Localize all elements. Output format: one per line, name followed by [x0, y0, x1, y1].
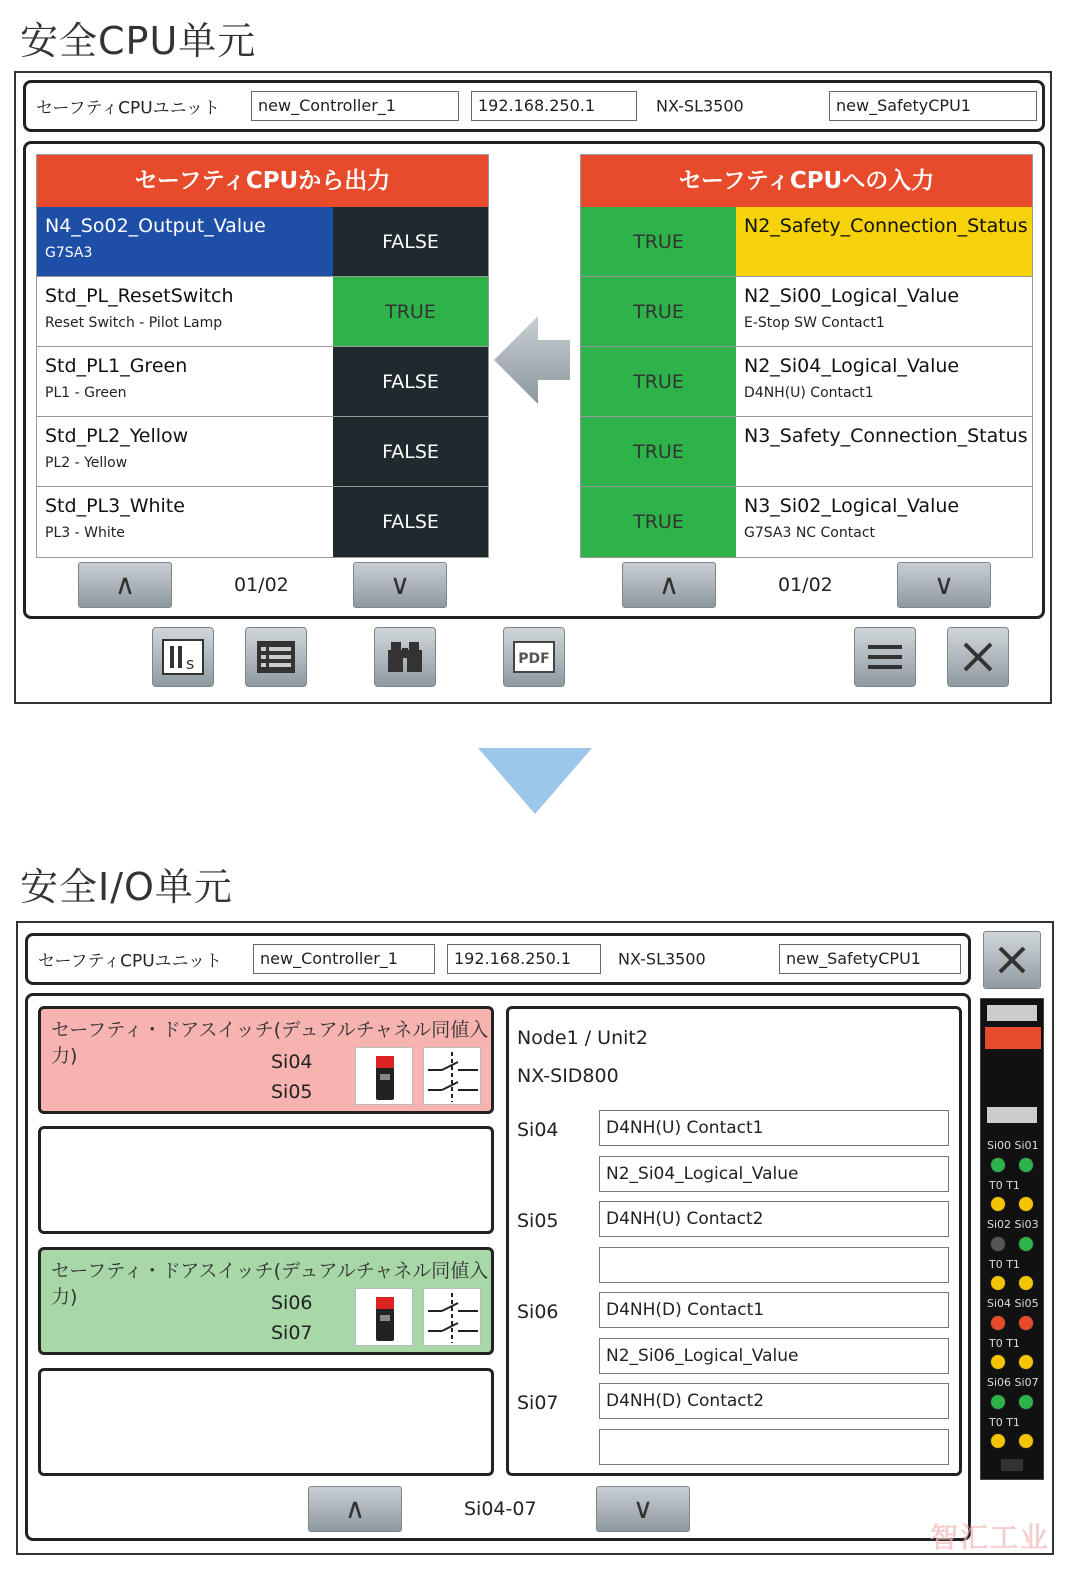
row-value: TRUE — [581, 207, 736, 276]
table-row[interactable] — [37, 207, 488, 277]
pin-name-field[interactable]: D4NH(D) Contact2 — [599, 1383, 949, 1419]
io-close-button[interactable] — [983, 931, 1041, 989]
led-label: T0 T1 — [989, 1258, 1020, 1271]
pin-name-field[interactable]: D4NH(U) Contact1 — [599, 1110, 949, 1146]
led-indicator — [1018, 1354, 1034, 1370]
table-row[interactable] — [37, 417, 488, 487]
pin-variable-field[interactable] — [599, 1247, 949, 1283]
input-page-indicator: 01/02 — [778, 574, 833, 596]
pin-label: Si07 — [517, 1392, 559, 1414]
door-switch-icon — [355, 1288, 413, 1346]
led-indicator — [990, 1236, 1006, 1252]
unit-mid-cap — [987, 1107, 1037, 1123]
cpu-screen — [14, 71, 1052, 704]
led-indicator — [990, 1433, 1006, 1449]
row-name-cell — [37, 277, 333, 346]
close-button[interactable] — [947, 627, 1009, 687]
down-arrow-icon — [478, 748, 592, 814]
row-value: TRUE — [581, 347, 736, 416]
row-name: Std_PL3_White — [45, 495, 185, 517]
row-sub: PL3 - White — [45, 525, 125, 541]
led-indicator — [990, 1354, 1006, 1370]
led-indicator — [990, 1275, 1006, 1291]
io-slot[interactable] — [38, 1368, 494, 1476]
unit-top-cap — [987, 1005, 1037, 1021]
row-name: N4_So02_Output_Value — [45, 215, 266, 237]
io-slot[interactable] — [38, 1247, 494, 1355]
row-name: N3_Si02_Logical_Value — [744, 495, 960, 517]
watermark-logo: 智汇工业 — [930, 1521, 1051, 1554]
led-indicator — [1018, 1157, 1034, 1173]
io-page-indicator: Si04-07 — [464, 1498, 537, 1520]
row-sub: D4NH(U) Contact1 — [744, 385, 874, 401]
row-value: TRUE — [581, 417, 736, 486]
row-value: FALSE — [333, 417, 488, 486]
slot-title: セーフティ・ドアスイッチ(デュアルチャネル同値入力) — [51, 1260, 489, 1308]
io-screen — [16, 921, 1054, 1555]
row-name: Std_PL_ResetSwitch — [45, 285, 234, 307]
row-name: N2_Si04_Logical_Value — [744, 355, 960, 377]
row-name: Std_PL2_Yellow — [45, 425, 189, 447]
led-label: T0 T1 — [989, 1337, 1020, 1350]
list-button[interactable] — [245, 627, 307, 687]
row-name-cell — [736, 277, 1032, 346]
unit-bottom-latch — [1001, 1459, 1023, 1471]
controller-field[interactable]: new_Controller_1 — [251, 91, 459, 121]
svg-text:PDF: PDF — [518, 651, 550, 667]
led-label: Si02 Si03 — [987, 1218, 1039, 1231]
search-button[interactable] — [374, 627, 436, 687]
cpu-io-area — [23, 141, 1045, 619]
row-name: N2_Safety_Connection_Status — [744, 215, 1028, 237]
row-value: FALSE — [333, 347, 488, 416]
unit-model-text: NX-SID800 — [517, 1065, 619, 1087]
led-indicator — [990, 1315, 1006, 1331]
row-name-cell — [37, 207, 333, 276]
row-name: N2_Si00_Logical_Value — [744, 285, 960, 307]
pdf-button[interactable] — [503, 627, 565, 687]
row-sub: PL1 - Green — [45, 385, 127, 401]
row-value: TRUE — [581, 487, 736, 557]
pin-variable-field[interactable]: N2_Si06_Logical_Value — [599, 1338, 949, 1374]
pin-name-field[interactable]: D4NH(U) Contact2 — [599, 1201, 949, 1237]
door-switch-icon — [355, 1047, 413, 1105]
led-label: T0 T1 — [989, 1179, 1020, 1192]
io-area — [25, 993, 971, 1541]
node-text: Node1 / Unit2 — [517, 1027, 648, 1049]
table-row[interactable] — [581, 417, 1032, 487]
cpu-header-bar — [23, 80, 1045, 132]
row-name-cell — [37, 417, 333, 486]
row-value: FALSE — [333, 207, 488, 276]
row-name-cell — [37, 347, 333, 416]
table-row[interactable] — [37, 487, 488, 557]
row-value: FALSE — [333, 487, 488, 557]
led-indicator — [1018, 1275, 1034, 1291]
pin-variable-field[interactable] — [599, 1429, 949, 1465]
row-sub: G7SA3 NC Contact — [744, 525, 876, 541]
io-page-down-button[interactable]: ∨ — [596, 1486, 690, 1532]
io-status-button[interactable] — [152, 627, 214, 687]
output-page-down-button[interactable]: ∨ — [353, 562, 447, 608]
output-table-title: セーフティCPUから出力 — [37, 155, 488, 207]
row-name-cell — [736, 347, 1032, 416]
unit-status-bar — [985, 1027, 1041, 1049]
led-label: Si00 Si01 — [987, 1139, 1039, 1152]
led-label: Si06 Si07 — [987, 1376, 1039, 1389]
pin-label: Si06 — [517, 1301, 559, 1323]
binoculars-icon — [387, 640, 423, 674]
row-name-cell — [736, 207, 1032, 276]
io-slot[interactable] — [38, 1126, 494, 1234]
ip-field[interactable]: 192.168.250.1 — [471, 91, 637, 121]
pin-variable-field[interactable]: N2_Si04_Logical_Value — [599, 1156, 949, 1192]
slot-pin-a: Si04 — [271, 1051, 313, 1073]
unit-label: セーフティCPUユニット — [36, 98, 220, 119]
led-indicator — [1018, 1315, 1034, 1331]
led-indicator — [990, 1157, 1006, 1173]
row-sub: PL2 - Yellow — [45, 455, 128, 471]
input-page-down-button[interactable]: ∨ — [897, 562, 991, 608]
output-page-indicator: 01/02 — [234, 574, 289, 596]
table-row[interactable] — [37, 347, 488, 417]
close-icon — [962, 641, 994, 673]
output-table — [36, 154, 489, 558]
row-name: N3_Safety_Connection_Status — [744, 425, 1028, 447]
slot-pin-b: Si05 — [271, 1081, 313, 1103]
table-row[interactable] — [581, 347, 1032, 417]
row-sub: E-Stop SW Contact1 — [744, 315, 885, 331]
row-name-cell — [736, 417, 1032, 486]
led-indicator — [1018, 1394, 1034, 1410]
io-unit-led-strip — [980, 998, 1044, 1480]
left-arrow-icon — [494, 312, 570, 408]
slot-pin-a: Si06 — [271, 1292, 313, 1314]
row-sub: G7SA3 — [45, 245, 93, 261]
led-indicator — [990, 1196, 1006, 1212]
pdf-icon — [513, 641, 555, 673]
pin-name-field[interactable]: D4NH(D) Contact1 — [599, 1292, 949, 1328]
contact-diagram-icon — [423, 1047, 481, 1105]
led-indicator — [1018, 1433, 1034, 1449]
table-row[interactable] — [581, 487, 1032, 557]
row-value: TRUE — [333, 277, 488, 346]
menu-button[interactable] — [854, 627, 916, 687]
table-row[interactable] — [581, 277, 1032, 347]
model-text: NX-SL3500 — [618, 949, 706, 969]
input-table — [580, 154, 1033, 558]
io-slot[interactable] — [38, 1006, 494, 1114]
close-icon — [997, 945, 1027, 975]
row-name: Std_PL1_Green — [45, 355, 188, 377]
row-name-cell — [736, 487, 1032, 557]
io-detail-panel — [506, 1006, 962, 1476]
led-label: T0 T1 — [989, 1416, 1020, 1429]
output-page-up-button[interactable]: ∧ — [78, 562, 172, 608]
model-text: NX-SL3500 — [656, 96, 744, 116]
cpu-section-title: 安全CPU单元 — [20, 19, 257, 63]
ip-field[interactable]: 192.168.250.1 — [447, 944, 601, 974]
row-sub: Reset Switch - Pilot Lamp — [45, 315, 223, 331]
input-table-title: セーフティCPUへの入力 — [581, 155, 1032, 207]
led-indicator — [990, 1394, 1006, 1410]
slot-title: セーフティ・ドアスイッチ(デュアルチャネル同値入力) — [51, 1019, 489, 1067]
led-indicator — [1018, 1236, 1034, 1252]
led-indicator — [1018, 1196, 1034, 1212]
io-section-title: 安全I/O单元 — [20, 865, 233, 909]
table-row[interactable] — [37, 277, 488, 347]
svg-text:s: s — [186, 654, 195, 673]
pin-label: Si05 — [517, 1210, 559, 1232]
contact-diagram-icon — [423, 1288, 481, 1346]
row-value: TRUE — [581, 277, 736, 346]
io-header-bar — [25, 933, 971, 985]
controller-field[interactable]: new_Controller_1 — [253, 944, 435, 974]
slot-pin-b: Si07 — [271, 1322, 313, 1344]
cpu-name-field[interactable]: new_SafetyCPU1 — [779, 944, 961, 974]
io-status-icon — [161, 638, 205, 676]
cpu-name-field[interactable]: new_SafetyCPU1 — [829, 91, 1037, 121]
unit-label: セーフティCPUユニット — [38, 951, 222, 972]
input-page-up-button[interactable]: ∧ — [622, 562, 716, 608]
led-label: Si04 Si05 — [987, 1297, 1039, 1310]
io-page-up-button[interactable]: ∧ — [308, 1486, 402, 1532]
row-name-cell — [37, 487, 333, 557]
pin-label: Si04 — [517, 1119, 559, 1141]
menu-icon — [868, 643, 902, 671]
table-row[interactable] — [581, 207, 1032, 277]
list-icon — [256, 640, 296, 674]
